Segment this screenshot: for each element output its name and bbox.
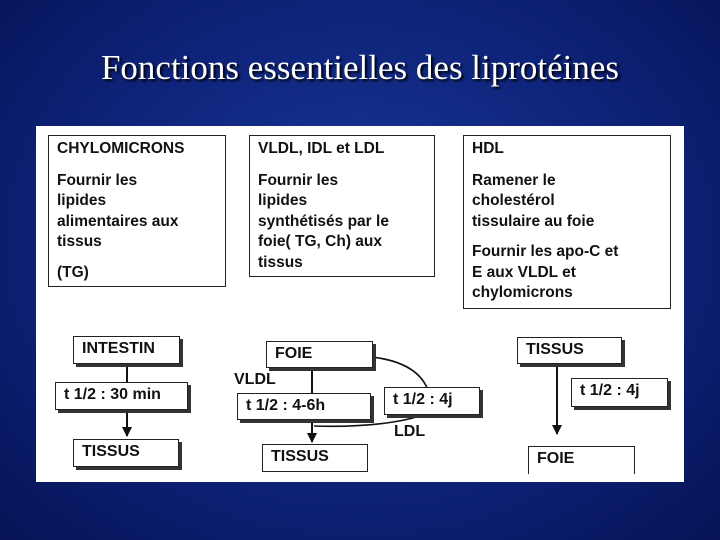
hdl-line: tissulaire au foie: [472, 212, 595, 230]
hdl-line: cholestérol: [472, 192, 555, 209]
flow-arrows: [36, 126, 684, 482]
hdl-line: Fournir les apo-C et: [472, 243, 619, 260]
vldl-idl-ldl-title: VLDL, IDL et LDL: [258, 140, 385, 157]
tissus-box-1: TISSUS: [73, 439, 179, 467]
vldl-line: Fournir les: [258, 171, 339, 189]
vldl-line: foie( TG, Ch) aux: [258, 233, 382, 250]
vldl-line: lipides: [258, 192, 308, 209]
hdl-line: Ramener le: [472, 171, 556, 189]
half-life-4j-box-1: t 1/2 : 4j: [384, 387, 480, 415]
chylomicrons-note: (TG): [57, 263, 89, 281]
half-life-4j-box-2: t 1/2 : 4j: [571, 378, 668, 407]
vldl-label: VLDL: [234, 371, 276, 388]
chylomicrons-line: Fournir les: [57, 171, 138, 189]
diagram-panel: [36, 126, 684, 482]
vldl-line: tissus: [258, 253, 303, 271]
hdl-line: chylomicrons: [472, 284, 573, 301]
chylomicrons-line: alimentaires aux: [57, 212, 179, 230]
vldl-line: synthétisés par le: [258, 212, 389, 230]
hdl-title: HDL: [472, 140, 504, 157]
hdl-line: E aux VLDL et: [472, 263, 576, 281]
foie-box-1: FOIE: [266, 341, 373, 368]
half-life-4-6h-box: t 1/2 : 4-6h: [237, 393, 371, 420]
half-life-30min-box: t 1/2 : 30 min: [55, 382, 188, 410]
chylomicrons-title: CHYLOMICRONS: [57, 140, 185, 157]
chylomicrons-line: lipides: [57, 192, 107, 209]
ldl-label: LDL: [394, 423, 426, 440]
intestin-box: INTESTIN: [73, 336, 180, 364]
slide-title: Fonctions essentielles des liprotéines: [100, 48, 620, 87]
chylomicrons-line: tissus: [57, 233, 102, 250]
tissus-box-2: TISSUS: [262, 444, 368, 472]
tissus-box-3: TISSUS: [517, 337, 622, 364]
foie-box-2: FOIE: [528, 446, 635, 474]
